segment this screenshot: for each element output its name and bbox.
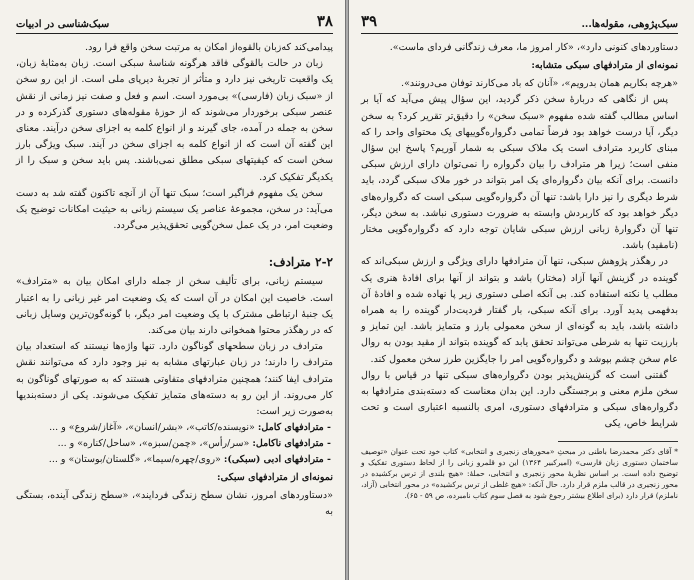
page-38 xyxy=(0,0,345,580)
paragraph: مترادف در زبان سطحهای گوناگون دارد. تنها واژه‌ها نیستند که استعداد بیان مترادف را دارند؛ در زبان عبارتهای مشابه به نیز وجود دارد که می‌توانند نقش مترادف ایفا کنند؛ همچنین مترادفهای متفاوتی هستند که به صورتهای گوناگون به کار می‌روند. از این رو به دسته‌های متمایز تفکیک می‌شوند. یکی از دسته‌بندیها به‌صورت زیر است: xyxy=(16,341,333,418)
quote: «دستاوردهای امروز، نشان سطح زندگی فردایند»، «سطح زندگی آینده، بستگی به xyxy=(16,490,333,518)
section-heading: ۲-۲ مترادف: xyxy=(268,255,333,270)
list-item xyxy=(16,436,333,452)
paragraph: سیستم زبانی، برای تألیف سخن از جمله دارای امکان بیان به «مترادف» است. خاصیت این امکان در آن است که یک وضعیت امر غیر زبانی را به اعتبار یک جنبهٔ ارتباطی مشترک با یک وضعیت امر دیگر، با گونه‌گون‌ترین وسایل زبانی که در رهگذر محتوا همخوانی دارند بیان می‌کند. xyxy=(16,276,333,337)
page-number: ۳۸ xyxy=(316,12,333,30)
footnote: * آقای دکتر محمدرضا باطنی در مبحثِ «محورهای زنجیری و انتخابی» کتاب خود تحت عنوان «توصیف ساختمان دستوری زبان فارسی» (امیرکبیر ۱۳۶۴) این دو قلمرو زبانی را از لحاظ دستوری تفکیک و توضیح داده است. بر اساس نظریهٔ محور زنجیری و انتخابی، حملهٔ: «هیچ بلندی از ترس برکشیده در محور زنجیری در قالب ملزم قرار دارد. حال آنکه: «هیچ غلطی از ترس برکشیده» در محور انتخابی (آزاد، ناملزم) قرار دارد (برای اطلاع بیشتر رجوع شود به فصل سوم کتاب نامبرده، ص ۵۹ - ۶۵). xyxy=(361,446,678,501)
paragraph: پس از نگاهی که دربارهٔ سخن ذکر گردید، این سؤال پیش می‌آید که آیا بر اساس مطالب گفته شده مفهوم «سبک سخن» را دقیق‌تر تقریر کرد؟ به سخن دیگر، آیا درست خواهد بود فرضاً تمامی دگرواره‌گوییهای یک محتوای واحد را که مبنای کاربرد مترادف است یک ملاک سبکی به شمار آوریم؟ پاسخ این سؤال منفی است؛ زیرا هر مترادف را بیان دگرواره را نمی‌توان دارای ارزش سبکی دانست. برای آنکه بیان دگرواره‌ای یک امر بتواند در خور ملاک سبکی گردد، باید شرط دیگری را نیز دارا باشد: تنها آن دگرواره‌گویی سبکی است که دگرواره‌های دیگر خواهد بود که کاربردش وابسته به ضرورت دستوری نباشد. به سخن دیگر، تنها آن دگروارهٔ زبانی ارزش سبکی شایان توجه دارد که دگرواره‌گویی مختار (نامقید) باشد. xyxy=(361,94,678,252)
item-text: «سر/رأس»، «چمن/سبزه»، «ساحل/کناره» و ... xyxy=(57,438,250,450)
page-header xyxy=(361,10,678,34)
paragraph: گفتنی است که گزینش‌پذیر بودن دگرواره‌های سبکی تنها در قیاس با روال سخن ملزم معنی و برجستگی دارد. این بدان معناست که دسته‌بندی مترادفها به دگرواره‌های سبکی و مترادفهای دستوری، امری بالنسبه اعتباری است و تحت شرایط خاص، یکی xyxy=(361,369,678,430)
paragraph: در رهگذر پژوهش سبکی، تنها آن مترادفها دارای ویژگی و ارزش سبکی‌اند که گوینده در گزینش آنها آزاد (مختار) باشد و بتواند از آنها برای افادهٔ هنری یک مطلب یا نکته استفاده کند. بی آنکه اصلی دستوری زیر پا نهاده شده و افادهٔ آن بدفهمی پدید آورد. برای آنکه سبکی، بار گفتار فردیت‌دار گوینده را به همراه داشته باشد، باید به گونه‌ای از سخن معمولی بارز و متمایز باشد. این تمایز و بارزیت تنها به شرطی می‌تواند تحقق یابد که گوینده بتواند از مقید بودن به روال عام سخن چشم بپوشد و دگرواره‌گویی امر را جایگزین طرز سخن معمول کند. xyxy=(361,256,678,365)
page-39 xyxy=(349,0,694,580)
paragraph: دستاوردهای کنونی دارد»، «کار امروز ما، معرف زندگانی فردای ماست». xyxy=(389,42,678,53)
page-header xyxy=(16,10,333,34)
item-text: «روی/چهره/سیما»، «گلستان/بوستان» و ... xyxy=(48,454,221,466)
paragraph: سخن یک مفهوم فراگیر است؛ سبک تنها آن از آنچه تاکنون گفته شد به دست می‌آید: در سخن، مجموعهٔ عناصر یک سیستم زبانی به حیثیت امکانات توضیح یک وضعیت امر، در یک عمل سخن‌گویی تحقق‌پذیر می‌گردد. xyxy=(16,187,333,232)
paragraph: پیدامی‌کند که‌زبان بالقوه‌از امکان به مرتبت سخن واقع فرا رود. xyxy=(85,42,333,53)
footnote-divider xyxy=(558,441,678,442)
subheading: نمونه‌ای از مترادفهای سبکی متشابه: xyxy=(531,60,678,72)
item-label: - مترادفهای ناکامل: xyxy=(252,438,331,450)
list-item xyxy=(16,420,333,436)
running-title: سبک‌شناسی در ادبیات xyxy=(16,19,110,30)
list-item xyxy=(16,452,333,468)
item-label: - مترادفهای کامل: xyxy=(257,422,331,434)
running-title: سبک‌پژوهی، مقوله‌ها... xyxy=(581,19,678,30)
subheading: نمونه‌ای از مترادفهای سبکی: xyxy=(217,472,333,484)
paragraph: زبان در حالت بالقوگی فاقد هرگونه شناسهٔ سبکی است. زبان به‌مثابهٔ زبان، یک واقعیت تاریخی نیز دارد و متأثر از تجربهٔ دیرپای ملی است. از این رو سخن از «سبک زبان (فارسی)» بی‌مورد است. اسم و فعل و صفت نیز زمانی از نقش عنصر سبکی برخوردار می‌شوند که از حوزهٔ مقوله‌های دستوری گذرکرده و در سخن به جمله در آمده، جای گیرند و از انواع کلمه به اجزای سخن درآیند. معنای این گفته آن است که از انواع کلمه به اجزای سخن در آیند. سبک ویژگی بارز سخن است که کیفیتهای سبکی مطلق نمی‌باشند. پس باید سخن و سبک را از یکدیگر تفکیک کرد. xyxy=(16,58,333,183)
page-number: ۳۹ xyxy=(361,12,378,30)
item-text: «نویسنده/کاتب»، «بشر/انسان»، «آغاز/شروع» و ... xyxy=(49,422,255,434)
item-label: - مترادفهای ادبی (سبکی): xyxy=(223,454,331,466)
quote: «هرچه بکاریم همان بدرویم»، «آنان که باد می‌کارند توفان می‌درونند». xyxy=(401,78,678,90)
